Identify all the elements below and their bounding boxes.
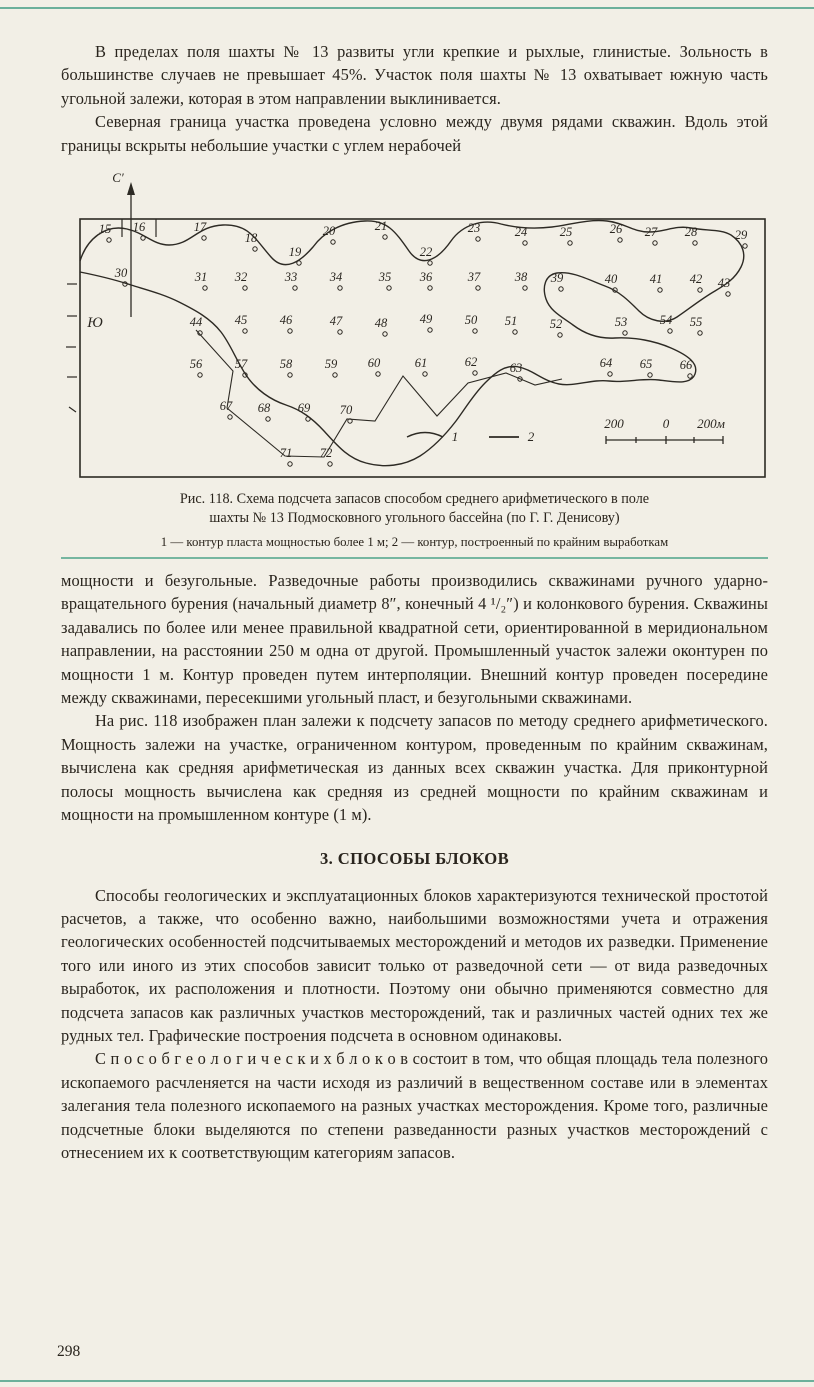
- borehole-label: 33: [284, 270, 298, 285]
- borehole-marker: [228, 415, 232, 419]
- borehole-marker: [698, 331, 702, 335]
- borehole-marker: [658, 288, 662, 292]
- figure-legend: 1 — контур пласта мощностью более 1 м; 2 — контур, построенный по крайним выработкам: [61, 534, 768, 559]
- borehole-marker: [568, 241, 572, 245]
- borehole-label: 58: [279, 357, 293, 372]
- borehole-marker: [141, 236, 145, 240]
- page-number: 298: [57, 1343, 81, 1360]
- scale-label-left: 200: [604, 416, 624, 432]
- borehole-label: 31: [194, 270, 208, 285]
- borehole-marker: [203, 286, 207, 290]
- borehole-marker: [668, 329, 672, 333]
- north-arrow: [86, 170, 135, 331]
- borehole-marker: [653, 241, 657, 245]
- borehole-label: 53: [614, 315, 628, 330]
- borehole-label: 35: [378, 270, 392, 285]
- borehole-marker: [202, 236, 206, 240]
- borehole-label: 51: [504, 314, 518, 329]
- figure-118: [61, 169, 768, 559]
- borehole-marker: [726, 292, 730, 296]
- borehole-marker: [288, 373, 292, 377]
- borehole-marker: [387, 286, 391, 290]
- borehole-marker: [243, 286, 247, 290]
- borehole-label: 39: [550, 271, 564, 286]
- borehole-label: 29: [734, 228, 748, 243]
- borehole-label: 59: [324, 357, 338, 372]
- borehole-marker: [559, 287, 563, 291]
- borehole-marker: [688, 374, 692, 378]
- borehole-marker: [288, 329, 292, 333]
- borehole-marker: [473, 329, 477, 333]
- borehole-label: 25: [559, 225, 573, 240]
- borehole-label: 22: [419, 245, 433, 260]
- borehole-label: 55: [689, 315, 703, 330]
- borehole-marker: [288, 462, 292, 466]
- scale-bar-line: [606, 436, 723, 444]
- top-rule: [0, 7, 814, 9]
- borehole-marker: [513, 330, 517, 334]
- borehole-marker: [253, 247, 257, 251]
- borehole-marker: [331, 240, 335, 244]
- borehole-label: 34: [329, 270, 343, 285]
- borehole-marker: [198, 373, 202, 377]
- borehole-label: 50: [464, 313, 478, 328]
- south-label: Ю: [87, 315, 103, 332]
- borehole-marker: [743, 244, 747, 248]
- borehole-marker: [328, 462, 332, 466]
- borehole-label: 62: [464, 355, 478, 370]
- borehole-marker: [476, 286, 480, 290]
- map-svg: [65, 169, 775, 484]
- borehole-label: 30: [114, 266, 128, 281]
- borehole-label: 63: [509, 361, 523, 376]
- borehole-label: 37: [467, 270, 481, 285]
- north-arrowhead: [127, 182, 135, 195]
- scale-label-zero: 0: [662, 416, 670, 432]
- borehole-label: 24: [514, 225, 528, 240]
- borehole-marker: [648, 373, 652, 377]
- borehole-label: 43: [717, 276, 731, 291]
- borehole-label: 41: [649, 272, 663, 287]
- borehole-label: 15: [98, 222, 112, 237]
- borehole-marker: [383, 235, 387, 239]
- borehole-marker: [243, 329, 247, 333]
- paragraph-4: На рис. 118 изображен план залежи к подсчету запасов по методу среднего арифметического. Мощность залежи на участке, ограниченном контуром, проведенным по крайним скважинам, вычислена как средняя арифметическая из данных всех скважин участка. Для приконтурной полосы мощность вычислена как средняя из средней мощности по крайним скважинам и мощности на промышленном контуре (1 м).: [61, 711, 768, 825]
- borehole-marker: [693, 241, 697, 245]
- book-page: [61, 40, 768, 1164]
- contour-1: [80, 221, 744, 466]
- borehole-marker: [266, 417, 270, 421]
- borehole-label: 28: [684, 225, 698, 240]
- borehole-label: 60: [367, 356, 381, 371]
- borehole-label: 46: [279, 313, 293, 328]
- borehole-label: 18: [244, 231, 258, 246]
- borehole-label: 68: [257, 401, 271, 416]
- figure-caption-line1: Рис. 118. Схема подсчета запасов способом среднего арифметического в поле: [179, 491, 650, 508]
- legend-mark-2-label: 2: [527, 429, 535, 445]
- borehole-label: 54: [659, 313, 673, 328]
- scale-bar: [604, 416, 725, 444]
- paragraph-1: В пределах поля шахты № 13 развиты угли крепкие и рыхлые, глинистые. Зольность в большинстве случаев не превышает 45%. Участок поля шахты № 13 охватывает южную часть угольной залежи, которая в этом направлении выклинивается.: [61, 42, 768, 108]
- boreholes-group: [99, 219, 748, 466]
- borehole-label: 42: [689, 272, 703, 287]
- borehole-label: 47: [329, 314, 343, 329]
- section-heading: 3. СПОСОБЫ БЛОКОВ: [319, 848, 510, 868]
- borehole-label: 23: [467, 221, 481, 236]
- borehole-label: 17: [193, 220, 207, 235]
- borehole-marker: [523, 241, 527, 245]
- borehole-label: 40: [604, 272, 618, 287]
- borehole-marker: [558, 333, 562, 337]
- scale-label-right: 200м: [697, 416, 725, 432]
- borehole-label: 67: [219, 399, 233, 414]
- borehole-marker: [476, 237, 480, 241]
- contour-2: [196, 330, 562, 457]
- borehole-marker: [338, 286, 342, 290]
- borehole-label: 65: [639, 357, 653, 372]
- borehole-label: 26: [609, 222, 623, 237]
- borehole-label: 20: [322, 224, 336, 239]
- borehole-label: 52: [549, 317, 563, 332]
- map-legend: [407, 429, 535, 444]
- paragraph-6: С п о с о б г е о л о г и ч е с к и х б л о к о в состоит в том, что общая площадь тела полезного ископаемого расчленяется на части исходя из различий в вещественном составе или в элементах залегания тела полезного ископаемого на разных участках месторождения. Кроме того, различные подсчетные блоки выделяются по степени разведанности разных участков месторождений с отнесением их к соответствующим категориям запасов.: [61, 1049, 768, 1162]
- borehole-marker: [333, 373, 337, 377]
- borehole-marker: [523, 286, 527, 290]
- borehole-label: 71: [279, 446, 293, 461]
- borehole-label: 21: [374, 219, 388, 234]
- legend-mark-1-label: 1: [451, 429, 459, 445]
- borehole-label: 49: [419, 312, 433, 327]
- borehole-label: 38: [514, 270, 528, 285]
- borehole-marker: [473, 371, 477, 375]
- borehole-marker: [293, 286, 297, 290]
- borehole-label: 36: [419, 270, 433, 285]
- borehole-label: 48: [374, 316, 388, 331]
- borehole-marker: [618, 238, 622, 242]
- figure-caption-line2: шахты № 13 Подмосковного угольного бассейна (по Г. Г. Денисову): [209, 509, 620, 526]
- left-tick-marks: [66, 284, 77, 412]
- borehole-label: 69: [297, 401, 311, 416]
- borehole-marker: [428, 261, 432, 265]
- borehole-marker: [376, 372, 380, 376]
- legend-mark-1-line: [407, 433, 443, 438]
- borehole-label: 72: [319, 446, 333, 461]
- borehole-marker: [107, 238, 111, 242]
- borehole-label: 66: [679, 358, 693, 373]
- borehole-marker: [423, 372, 427, 376]
- borehole-marker: [698, 288, 702, 292]
- borehole-marker: [383, 332, 387, 336]
- borehole-marker: [608, 372, 612, 376]
- borehole-label: 70: [339, 403, 353, 418]
- north-label: С′: [112, 170, 124, 186]
- figure-caption: [61, 490, 768, 527]
- borehole-label: 45: [234, 313, 248, 328]
- borehole-marker: [297, 261, 301, 265]
- borehole-label: 61: [414, 356, 428, 371]
- borehole-marker: [428, 286, 432, 290]
- borehole-label: 32: [234, 270, 248, 285]
- borehole-label: 27: [644, 225, 658, 240]
- borehole-label: 44: [189, 315, 203, 330]
- borehole-label: 19: [288, 245, 302, 260]
- paragraph-2: Северная граница участка проведена условно между двумя рядами скважин. Вдоль этой границы вскрыты небольшие участки с углем нерабочей: [61, 112, 768, 155]
- borehole-label: 56: [189, 357, 203, 372]
- borehole-marker: [428, 328, 432, 332]
- borehole-label: 64: [599, 356, 613, 371]
- bottom-rule: [0, 1380, 814, 1382]
- borehole-marker: [306, 417, 310, 421]
- paragraph-5: Способы геологических и эксплуатационных блоков характеризуются технической простотой расчетов, а также, что особенно важно, наибольшими возможностями учета и отражения геологических особенностей подсчитываемых месторождений и методов их разведки. Применение того или иного из этих способов зависит только от разведочной сети — от вида разведочных выработок, их расположения и плотности. Поэтому они обычно применяются совместно для подсчета запасов как различных участков месторождений, так и различных частей одних тех же рудных тел. Графические построения подсчета в основном одинаковы.: [61, 885, 768, 1045]
- borehole-marker: [623, 331, 627, 335]
- borehole-label: 57: [234, 357, 248, 372]
- borehole-label: 16: [132, 220, 146, 235]
- borehole-marker: [338, 330, 342, 334]
- paragraph-3: мощности и безугольные. Разведочные работы производились скважинами ручного ударно-вращательного бурения (начальный диаметр 8″, конечный 4 ¹/₂″) и колонкового бурения. Скважины задавались по более или менее правильной квадратной сети, ориентированной в меридиональном направлении, на расстоянии 250 м одна от другой. Промышленный участок залежи оконтурен по мощности 1 м. Контур проведен путем интерполяции. Внешний контур проведен посередине между скважинами, пересекшими угольный пласт, и безугольными скважинами.: [61, 571, 768, 708]
